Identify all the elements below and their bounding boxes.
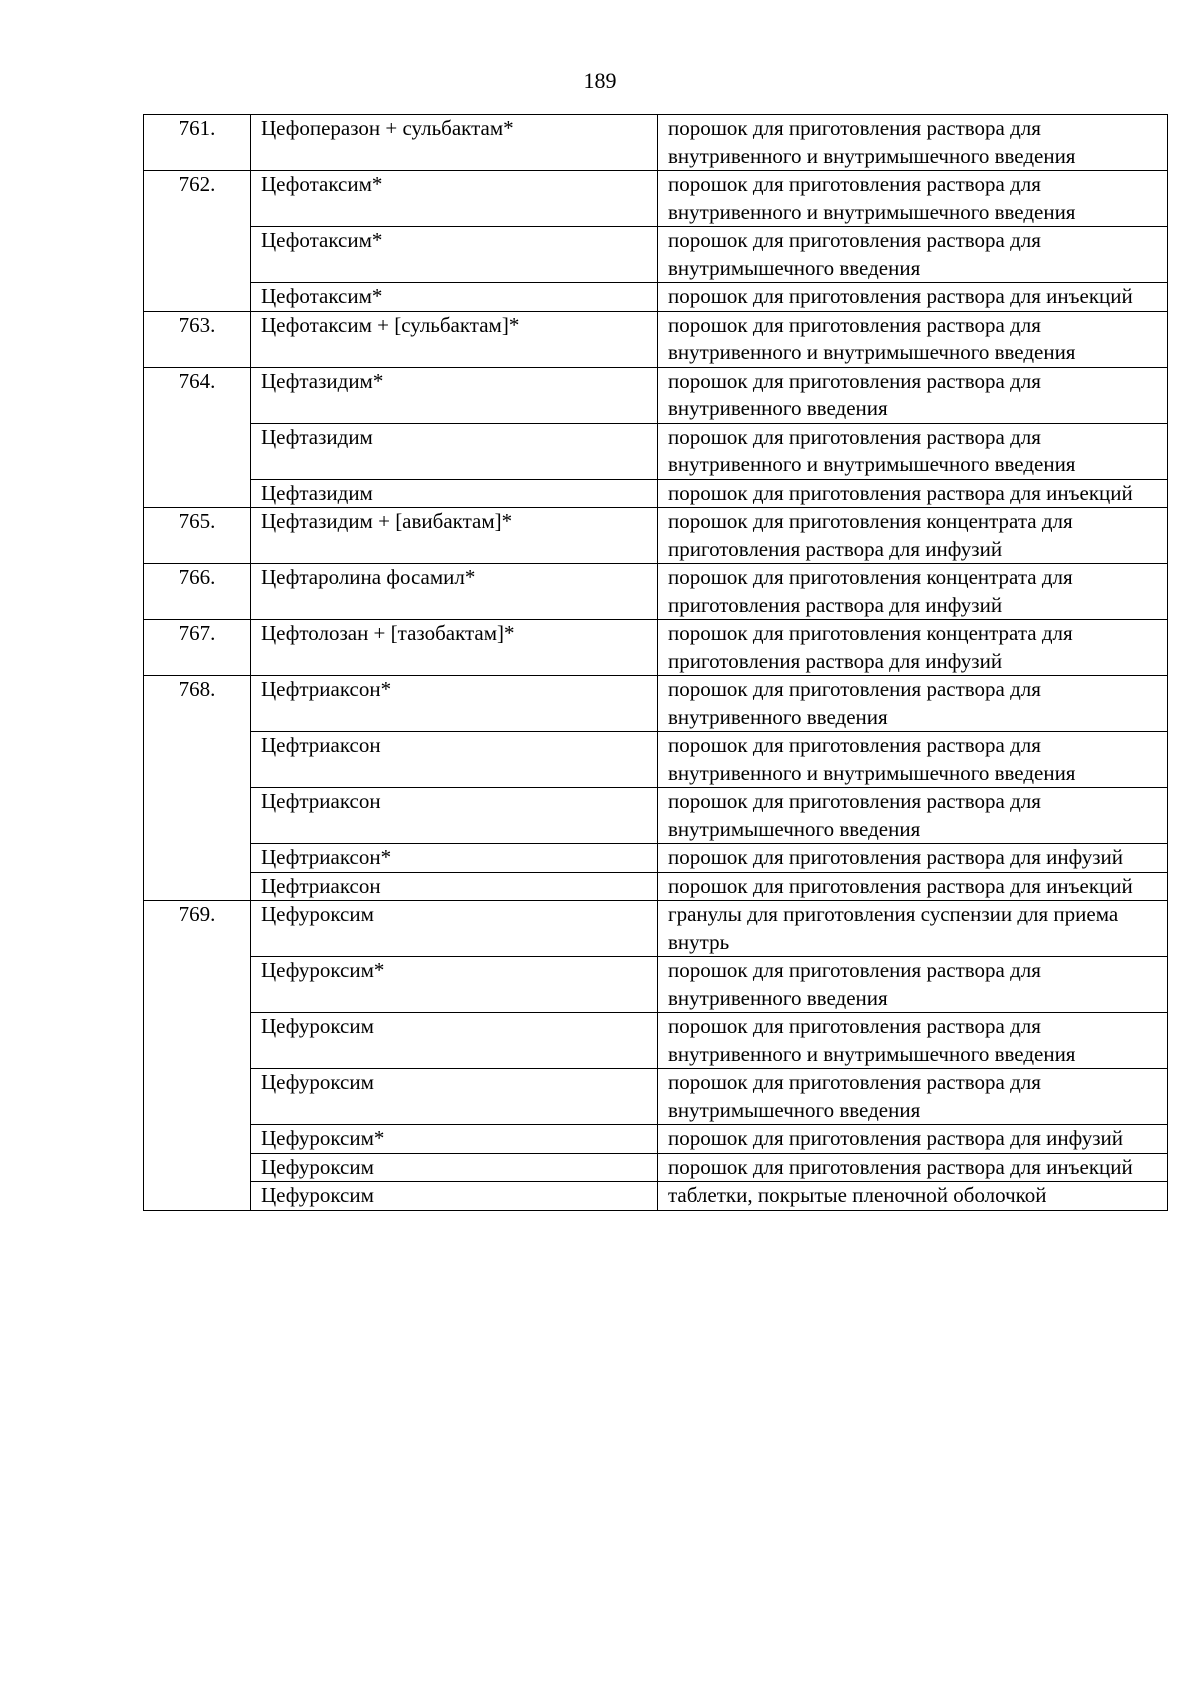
drug-name: Цефтазидим	[261, 480, 373, 505]
dosage-form-cell	[658, 620, 1168, 676]
drug-name: Цефтазидим	[261, 424, 373, 449]
drug-name: Цефтриаксон	[261, 873, 381, 898]
dosage-form-cell	[658, 1013, 1168, 1069]
dosage-form-cell	[658, 732, 1168, 788]
drug-name-cell	[251, 311, 658, 367]
drug-table	[143, 114, 1168, 1211]
dosage-form-cell	[658, 1153, 1168, 1182]
table-row	[144, 171, 1168, 227]
drug-name: Цефотаксим + [сульбактам]*	[261, 312, 520, 337]
table-row	[144, 788, 1168, 844]
row-number-cell	[144, 311, 251, 367]
row-number: 762.	[178, 172, 216, 196]
dosage-form: порошок для приготовления раствора для инъекций	[668, 1154, 1133, 1179]
dosage-form-cell	[658, 676, 1168, 732]
dosage-form: порошок для приготовления концентрата для приготовления раствора для инфузий	[668, 565, 1073, 617]
table-row	[144, 564, 1168, 620]
row-number: 767.	[178, 621, 216, 645]
row-number: 763.	[178, 312, 216, 337]
table-row	[144, 311, 1168, 367]
drug-name: Цефтриаксон*	[261, 677, 392, 701]
drug-name-cell	[251, 1069, 658, 1125]
dosage-form: порошок для приготовления раствора для инфузий	[668, 1126, 1124, 1150]
drug-name-cell	[251, 620, 658, 676]
dosage-form: порошок для приготовления раствора для внутривенного и внутримышечного введения	[668, 116, 1076, 168]
dosage-form: порошок для приготовления концентрата для приготовления раствора для инфузий	[668, 509, 1073, 561]
table-row	[144, 620, 1168, 676]
drug-name: Цефоперазон + сульбактам*	[261, 116, 514, 140]
drug-name: Цефуроксим	[261, 1154, 374, 1179]
drug-name: Цефтазидим*	[261, 368, 384, 393]
dosage-form: порошок для приготовления раствора для внутривенного и внутримышечного введения	[668, 733, 1076, 785]
table-row	[144, 1153, 1168, 1182]
dosage-form-cell	[658, 1125, 1168, 1154]
dosage-form-cell	[658, 872, 1168, 901]
drug-name: Цефуроксим	[261, 902, 374, 926]
drug-name-cell	[251, 872, 658, 901]
drug-name-cell	[251, 115, 658, 171]
dosage-form-cell	[658, 957, 1168, 1013]
dosage-form-cell	[658, 788, 1168, 844]
drug-name-cell	[251, 227, 658, 283]
dosage-form: порошок для приготовления раствора для внутривенного и внутримышечного введения	[668, 1014, 1076, 1066]
drug-name-cell	[251, 676, 658, 732]
table-row	[144, 115, 1168, 171]
table-row	[144, 1013, 1168, 1069]
dosage-form: порошок для приготовления раствора для внутривенного и внутримышечного введения	[668, 312, 1076, 364]
dosage-form-cell	[658, 508, 1168, 564]
drug-name: Цефотаксим*	[261, 228, 383, 252]
dosage-form: гранулы для приготовления суспензии для приема внутрь	[668, 902, 1119, 954]
drug-name: Цефтриаксон	[261, 789, 381, 813]
drug-name-cell	[251, 423, 658, 479]
drug-name-cell	[251, 1125, 658, 1154]
row-number: 761.	[178, 116, 216, 140]
dosage-form-cell	[658, 1069, 1168, 1125]
dosage-form-cell	[658, 564, 1168, 620]
drug-name-cell	[251, 479, 658, 508]
drug-name-cell	[251, 844, 658, 873]
row-number-cell	[144, 620, 251, 676]
table-row	[144, 1069, 1168, 1125]
drug-name-cell	[251, 957, 658, 1013]
drug-name-cell	[251, 788, 658, 844]
drug-name: Цефуроксим	[261, 1070, 374, 1094]
dosage-form: порошок для приготовления раствора для внутримышечного введения	[668, 789, 1041, 841]
table-row	[144, 227, 1168, 283]
table-row	[144, 367, 1168, 423]
dosage-form: порошок для приготовления раствора для инъекций	[668, 480, 1133, 505]
row-number: 765.	[178, 509, 216, 533]
dosage-form: порошок для приготовления концентрата для приготовления раствора для инфузий	[668, 621, 1073, 673]
dosage-form: порошок для приготовления раствора для внутривенного введения	[668, 368, 1041, 420]
drug-name-cell	[251, 901, 658, 957]
dosage-form-cell	[658, 311, 1168, 367]
table-row	[144, 957, 1168, 1013]
dosage-form-cell	[658, 901, 1168, 957]
drug-name-cell	[251, 508, 658, 564]
row-number-cell	[144, 115, 251, 171]
drug-table-body	[144, 115, 1168, 1211]
drug-name: Цефтриаксон	[261, 733, 381, 757]
drug-name: Цефуроксим	[261, 1014, 374, 1038]
drug-name-cell	[251, 1013, 658, 1069]
drug-name: Цефуроксим	[261, 1183, 374, 1207]
drug-name-cell	[251, 171, 658, 227]
page-number: 189	[583, 68, 617, 93]
dosage-form-cell	[658, 423, 1168, 479]
dosage-form-cell	[658, 844, 1168, 873]
table-row	[144, 676, 1168, 732]
row-number-cell	[144, 676, 251, 901]
row-number: 769.	[178, 902, 216, 926]
table-row	[144, 508, 1168, 564]
drug-name: Цефтазидим + [авибактам]*	[261, 509, 513, 533]
row-number-cell	[144, 564, 251, 620]
drug-name: Цефтриаксон*	[261, 845, 392, 869]
table-row	[144, 479, 1168, 508]
table-row	[144, 901, 1168, 957]
drug-name-cell	[251, 564, 658, 620]
dosage-form: таблетки, покрытые пленочной оболочкой	[668, 1183, 1047, 1207]
table-row	[144, 283, 1168, 312]
dosage-form: порошок для приготовления раствора для внутримышечного введения	[668, 1070, 1041, 1122]
table-row	[144, 1125, 1168, 1154]
row-number-cell	[144, 171, 251, 312]
table-row	[144, 872, 1168, 901]
dosage-form: порошок для приготовления раствора для внутривенного введения	[668, 958, 1041, 1010]
table-row	[144, 732, 1168, 788]
dosage-form-cell	[658, 283, 1168, 312]
dosage-form-cell	[658, 171, 1168, 227]
row-number-cell	[144, 508, 251, 564]
drug-name: Цефотаксим*	[261, 172, 383, 196]
drug-name-cell	[251, 367, 658, 423]
table-row	[144, 844, 1168, 873]
dosage-form: порошок для приготовления раствора для внутривенного и внутримышечного введения	[668, 172, 1076, 224]
drug-name: Цефтаролина фосамил*	[261, 565, 476, 589]
drug-name-cell	[251, 283, 658, 312]
dosage-form: порошок для приготовления раствора для внутривенного введения	[668, 677, 1041, 729]
dosage-form-cell	[658, 227, 1168, 283]
drug-name-cell	[251, 732, 658, 788]
row-number-cell	[144, 901, 251, 1211]
row-number: 766.	[178, 565, 216, 589]
drug-name: Цефуроксим*	[261, 958, 385, 982]
dosage-form-cell	[658, 367, 1168, 423]
row-number-cell	[144, 367, 251, 508]
dosage-form-cell	[658, 115, 1168, 171]
drug-name: Цефтолозан + [тазобактам]*	[261, 621, 515, 645]
row-number: 764.	[178, 368, 216, 393]
table-row	[144, 1182, 1168, 1211]
drug-name: Цефотаксим*	[261, 284, 383, 308]
drug-name: Цефуроксим*	[261, 1126, 385, 1150]
drug-name-cell	[251, 1182, 658, 1211]
dosage-form-cell	[658, 1182, 1168, 1211]
dosage-form: порошок для приготовления раствора для инъекций	[668, 284, 1133, 308]
dosage-form: порошок для приготовления раствора для инъекций	[668, 873, 1133, 898]
row-number: 768.	[178, 677, 216, 701]
dosage-form: порошок для приготовления раствора для инфузий	[668, 845, 1124, 869]
table-row	[144, 423, 1168, 479]
dosage-form: порошок для приготовления раствора для внутримышечного введения	[668, 228, 1041, 280]
dosage-form-cell	[658, 479, 1168, 508]
drug-name-cell	[251, 1153, 658, 1182]
dosage-form: порошок для приготовления раствора для внутривенного и внутримышечного введения	[668, 424, 1076, 476]
